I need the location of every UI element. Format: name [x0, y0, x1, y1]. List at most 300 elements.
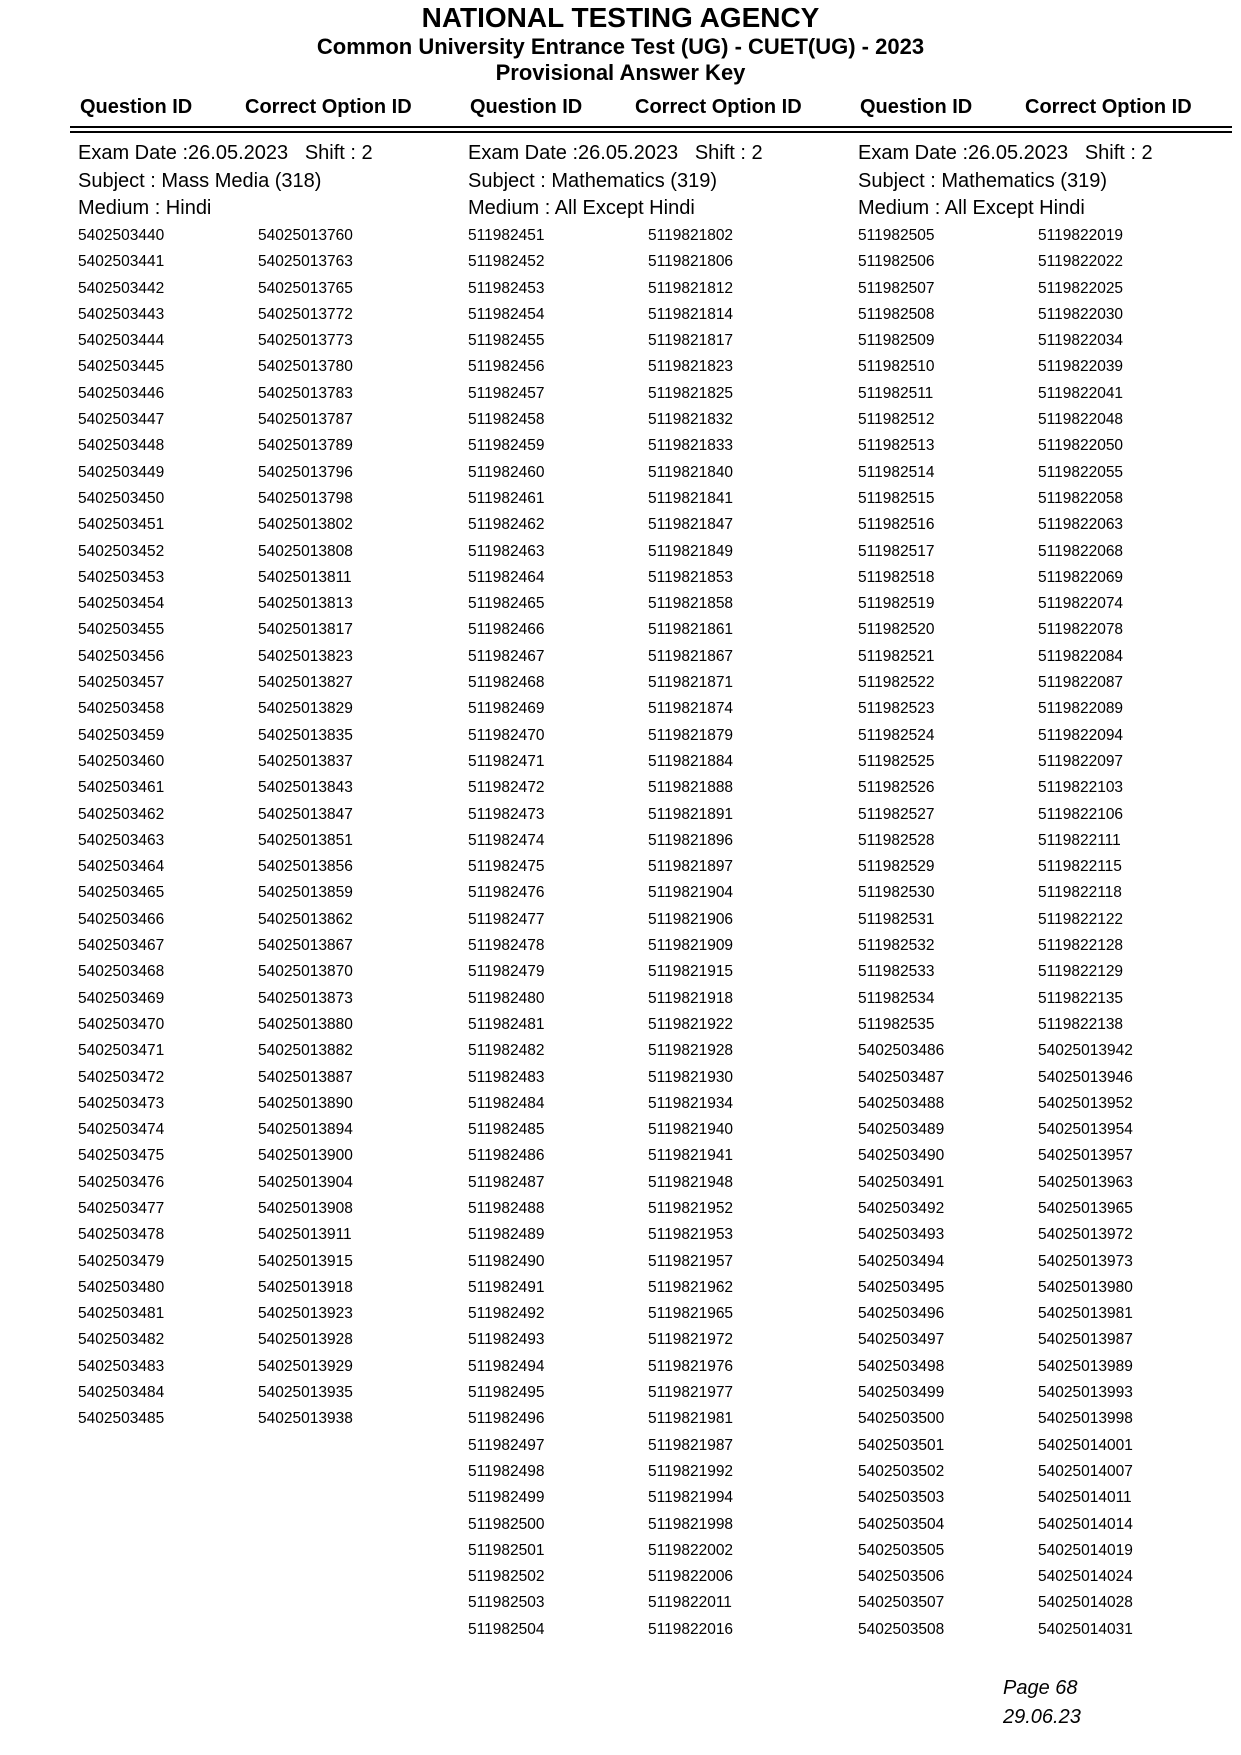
table-row	[468, 749, 858, 775]
question-id-cell: 511982476	[468, 884, 545, 902]
table-row	[858, 433, 1241, 459]
question-id-cell: 511982486	[468, 1147, 545, 1165]
question-id-cell: 511982529	[858, 858, 935, 876]
table-row	[858, 1327, 1241, 1353]
question-id-cell: 511982523	[858, 700, 935, 718]
subject: Subject : Mathematics (319)	[858, 169, 1107, 192]
table-row	[858, 1012, 1241, 1038]
correct-option-id-cell: 5119821861	[648, 621, 734, 639]
table-row	[78, 696, 468, 722]
question-id-cell: 5402503483	[78, 1357, 165, 1375]
question-id-cell: 5402503495	[858, 1278, 945, 1296]
table-row	[468, 644, 858, 670]
question-id-header: Question ID	[470, 96, 583, 118]
table-row	[78, 1038, 468, 1064]
table-row	[858, 802, 1241, 828]
question-id-cell: 511982516	[858, 516, 935, 534]
section-info	[78, 140, 468, 223]
table-row	[468, 854, 858, 880]
correct-option-id-cell: 54025013980	[1038, 1278, 1133, 1296]
question-id-cell: 5402503477	[78, 1199, 165, 1217]
correct-option-id-cell: 5119821817	[648, 332, 734, 350]
question-id-cell: 5402503507	[858, 1594, 945, 1612]
correct-option-id-cell: 54025013823	[258, 647, 353, 665]
correct-option-id-cell: 54025013817	[258, 621, 353, 639]
correct-option-id-cell: 54025014028	[1038, 1594, 1133, 1612]
correct-option-id-cell: 54025013835	[258, 726, 353, 744]
correct-option-id-cell: 5119821953	[648, 1226, 734, 1244]
question-id-cell: 511982526	[858, 779, 935, 797]
question-id-cell: 5402503481	[78, 1305, 165, 1323]
correct-option-id-cell: 54025013765	[258, 279, 353, 297]
answer-rows	[858, 223, 1241, 1643]
correct-option-id-cell: 5119822030	[1038, 305, 1124, 323]
table-row	[468, 1354, 858, 1380]
correct-option-id-cell: 5119822039	[1038, 358, 1124, 376]
table-row	[858, 1512, 1241, 1538]
table-row	[468, 460, 858, 486]
table-row	[78, 1170, 468, 1196]
question-id-cell: 511982471	[468, 752, 545, 770]
table-row	[78, 407, 468, 433]
question-id-cell: 5402503463	[78, 831, 165, 849]
question-id-cell: 5402503441	[78, 253, 165, 271]
table-row	[468, 1380, 858, 1406]
correct-option-id-cell: 54025013963	[1038, 1173, 1133, 1191]
question-id-cell: 511982458	[468, 411, 545, 429]
correct-option-id-cell: 5119822050	[1038, 437, 1124, 455]
document-header	[0, 2, 1241, 86]
correct-option-id-cell: 5119822019	[1038, 227, 1124, 244]
exam-date: Exam Date :26.05.2023	[78, 142, 289, 164]
table-row	[858, 1564, 1241, 1590]
correct-option-id-cell: 5119821858	[648, 595, 734, 613]
table-row	[78, 854, 468, 880]
question-id-cell: 511982511	[858, 384, 934, 402]
table-row	[858, 1065, 1241, 1091]
correct-option-id-cell: 5119822074	[1038, 595, 1124, 613]
question-id-cell: 511982461	[468, 489, 545, 507]
table-row	[468, 959, 858, 985]
table-row	[468, 354, 858, 380]
correct-option-id-cell: 5119822106	[1038, 805, 1124, 823]
section-info	[468, 140, 858, 223]
correct-option-id-cell: 5119822094	[1038, 726, 1124, 744]
question-id-cell: 5402503491	[858, 1173, 945, 1191]
question-id-cell: 511982514	[858, 463, 935, 481]
question-id-cell: 5402503440	[78, 227, 165, 244]
table-row	[468, 433, 858, 459]
question-id-cell: 5402503450	[78, 489, 165, 507]
table-row	[78, 591, 468, 617]
question-id-cell: 5402503465	[78, 884, 165, 902]
table-row	[468, 696, 858, 722]
correct-option-id-header: Correct Option ID	[1025, 96, 1192, 118]
answer-rows	[468, 223, 858, 1643]
question-id-cell: 5402503443	[78, 305, 165, 323]
correct-option-id-cell: 5119821965	[648, 1305, 734, 1323]
correct-option-id-cell: 54025013938	[258, 1410, 353, 1428]
question-id-cell: 511982492	[468, 1305, 545, 1323]
correct-option-id-cell: 5119821891	[648, 805, 734, 823]
correct-option-id-cell: 5119821847	[648, 516, 734, 534]
table-row	[858, 854, 1241, 880]
question-id-cell: 5402503479	[78, 1252, 165, 1270]
correct-option-id-cell: 54025013798	[258, 489, 353, 507]
table-row	[468, 591, 858, 617]
table-row	[468, 302, 858, 328]
correct-option-id-cell: 5119821879	[648, 726, 734, 744]
question-id-cell: 5402503451	[78, 516, 165, 534]
table-row	[858, 1380, 1241, 1406]
table-row	[858, 1301, 1241, 1327]
correct-option-id-cell: 5119821922	[648, 1015, 734, 1033]
table-row	[468, 1459, 858, 1485]
table-row	[78, 1196, 468, 1222]
question-id-cell: 5402503503	[858, 1489, 945, 1507]
correct-option-id-header: Correct Option ID	[245, 96, 412, 118]
correct-option-id-cell: 5119822087	[1038, 674, 1124, 692]
correct-option-id-cell: 5119821888	[648, 779, 734, 797]
correct-option-id-cell: 54025014014	[1038, 1515, 1133, 1533]
table-row	[858, 354, 1241, 380]
question-id-cell: 511982504	[468, 1620, 545, 1638]
correct-option-id-cell: 54025013989	[1038, 1357, 1133, 1375]
question-id-cell: 5402503504	[858, 1515, 945, 1533]
question-id-cell: 511982503	[468, 1594, 545, 1612]
table-row	[858, 1275, 1241, 1301]
question-id-cell: 511982522	[858, 674, 935, 692]
table-row	[78, 328, 468, 354]
table-row	[468, 880, 858, 906]
correct-option-id-cell: 5119822128	[1038, 937, 1124, 955]
question-id-cell: 5402503466	[78, 910, 165, 928]
table-row	[78, 486, 468, 512]
table-row	[468, 1590, 858, 1616]
correct-option-id-cell: 54025013772	[258, 305, 353, 323]
question-id-cell: 5402503472	[78, 1068, 165, 1086]
correct-option-id-cell: 54025013908	[258, 1199, 353, 1217]
correct-option-id-cell: 5119822135	[1038, 989, 1124, 1007]
table-row	[858, 1433, 1241, 1459]
question-id-cell: 511982495	[468, 1384, 545, 1402]
question-id-cell: 5402503471	[78, 1042, 165, 1060]
question-id-cell: 5402503484	[78, 1384, 165, 1402]
correct-option-id-cell: 5119821962	[648, 1278, 734, 1296]
question-id-cell: 5402503478	[78, 1226, 165, 1244]
correct-option-id-cell: 5119821904	[648, 884, 734, 902]
table-row	[858, 1091, 1241, 1117]
table-row	[858, 486, 1241, 512]
table-row	[858, 1222, 1241, 1248]
correct-option-id-cell: 5119822055	[1038, 463, 1124, 481]
table-row	[468, 276, 858, 302]
question-id-cell: 511982508	[858, 305, 935, 323]
question-id-cell: 5402503460	[78, 752, 165, 770]
question-id-cell: 5402503508	[858, 1620, 945, 1638]
print-date: 29.06.23	[1003, 1706, 1081, 1728]
shift: Shift : 2	[1084, 142, 1153, 164]
correct-option-id-cell: 54025013972	[1038, 1226, 1133, 1244]
question-id-cell: 511982484	[468, 1094, 545, 1112]
subject: Subject : Mass Media (318)	[78, 169, 322, 192]
table-row	[78, 1380, 468, 1406]
correct-option-id-cell: 54025013957	[1038, 1147, 1133, 1165]
correct-option-id-cell: 5119822084	[1038, 647, 1124, 665]
correct-option-id-cell: 5119821998	[648, 1515, 734, 1533]
correct-option-id-cell: 5119821867	[648, 647, 734, 665]
table-row	[468, 828, 858, 854]
table-row	[468, 1538, 858, 1564]
correct-option-id-cell: 54025013763	[258, 253, 353, 271]
table-row	[468, 328, 858, 354]
table-row	[468, 1117, 858, 1143]
correct-option-id-cell: 5119822068	[1038, 542, 1124, 560]
table-row	[858, 1170, 1241, 1196]
question-id-cell: 5402503476	[78, 1173, 165, 1191]
table-row	[858, 565, 1241, 591]
table-row	[468, 1249, 858, 1275]
correct-option-id-cell: 54025013929	[258, 1357, 353, 1375]
correct-option-id-cell: 5119821833	[648, 437, 734, 455]
question-id-cell: 511982465	[468, 595, 545, 613]
answer-section	[468, 140, 858, 1643]
question-id-cell: 5402503445	[78, 358, 165, 376]
table-row	[78, 933, 468, 959]
correct-option-id-cell: 54025013856	[258, 858, 353, 876]
question-id-cell: 5402503474	[78, 1121, 165, 1139]
correct-option-id-cell: 54025013783	[258, 384, 353, 402]
question-id-cell: 511982455	[468, 332, 545, 350]
question-id-cell: 5402503446	[78, 384, 165, 402]
question-id-cell: 5402503496	[858, 1305, 945, 1323]
correct-option-id-cell: 54025013911	[258, 1226, 352, 1244]
table-row	[858, 1617, 1241, 1643]
table-row	[858, 302, 1241, 328]
question-id-cell: 5402503486	[858, 1042, 945, 1060]
question-id-cell: 511982519	[858, 595, 935, 613]
table-row	[468, 1301, 858, 1327]
table-row	[858, 670, 1241, 696]
question-id-cell: 5402503469	[78, 989, 165, 1007]
exam-date: Exam Date :26.05.2023	[468, 142, 679, 164]
question-id-cell: 5402503480	[78, 1278, 165, 1296]
table-row	[78, 1117, 468, 1143]
correct-option-id-cell: 5119822111	[1038, 831, 1121, 849]
table-row	[858, 1196, 1241, 1222]
question-id-cell: 511982469	[468, 700, 545, 718]
question-id-cell: 511982451	[468, 227, 545, 244]
question-id-cell: 5402503457	[78, 674, 165, 692]
correct-option-id-cell: 5119822048	[1038, 411, 1124, 429]
question-id-cell: 5402503494	[858, 1252, 945, 1270]
correct-option-id-cell: 54025013915	[258, 1252, 353, 1270]
question-id-cell: 5402503464	[78, 858, 165, 876]
question-id-cell: 511982525	[858, 752, 935, 770]
question-id-cell: 5402503505	[858, 1541, 945, 1559]
question-id-cell: 511982513	[858, 437, 935, 455]
question-id-cell: 5402503467	[78, 937, 165, 955]
question-id-cell: 511982490	[468, 1252, 545, 1270]
question-id-cell: 511982470	[468, 726, 545, 744]
correct-option-id-cell: 5119821940	[648, 1121, 734, 1139]
question-id-header: Question ID	[80, 96, 193, 118]
correct-option-id-header: Correct Option ID	[635, 96, 802, 118]
exam-subtitle: Common University Entrance Test (UG) - CUET(UG) - 2023	[316, 34, 925, 59]
question-id-cell: 511982507	[858, 279, 935, 297]
question-id-cell: 511982515	[858, 489, 935, 507]
table-row	[78, 802, 468, 828]
table-row	[858, 276, 1241, 302]
question-id-cell: 5402503475	[78, 1147, 165, 1165]
correct-option-id-cell: 5119821918	[648, 989, 734, 1007]
question-id-cell: 5402503468	[78, 963, 165, 981]
correct-option-id-cell: 54025013862	[258, 910, 353, 928]
question-id-cell: 511982501	[468, 1541, 545, 1559]
agency-title: NATIONAL TESTING AGENCY	[421, 2, 820, 33]
correct-option-id-cell: 54025013829	[258, 700, 353, 718]
correct-option-id-cell: 5119822118	[1038, 884, 1122, 902]
table-row	[78, 907, 468, 933]
correct-option-id-cell: 5119821928	[648, 1042, 734, 1060]
table-row	[858, 328, 1241, 354]
table-row	[858, 512, 1241, 538]
correct-option-id-cell: 5119821871	[648, 674, 734, 692]
question-id-cell: 511982512	[858, 411, 935, 429]
question-id-cell: 5402503470	[78, 1015, 165, 1033]
correct-option-id-cell: 54025013760	[258, 227, 353, 244]
question-id-cell: 5402503458	[78, 700, 165, 718]
table-row	[858, 644, 1241, 670]
table-row	[78, 539, 468, 565]
correct-option-id-cell: 54025013789	[258, 437, 353, 455]
table-row	[468, 802, 858, 828]
correct-option-id-cell: 5119821825	[648, 384, 734, 402]
correct-option-id-cell: 5119822016	[648, 1620, 734, 1638]
table-row	[78, 512, 468, 538]
table-row	[78, 828, 468, 854]
correct-option-id-cell: 54025013870	[258, 963, 353, 981]
correct-option-id-cell: 5119822089	[1038, 700, 1124, 718]
table-row	[468, 223, 858, 249]
shift: Shift : 2	[304, 142, 373, 164]
question-id-cell: 511982497	[468, 1436, 545, 1454]
question-id-cell: 511982482	[468, 1042, 545, 1060]
correct-option-id-cell: 54025013987	[1038, 1331, 1133, 1349]
section-info	[858, 140, 1241, 223]
question-id-cell: 511982463	[468, 542, 545, 560]
correct-option-id-cell: 5119822138	[1038, 1015, 1124, 1033]
correct-option-id-cell: 5119821987	[648, 1436, 734, 1454]
table-row	[858, 1143, 1241, 1169]
question-id-header: Question ID	[860, 96, 973, 118]
question-id-cell: 511982489	[468, 1226, 545, 1244]
correct-option-id-cell: 5119822025	[1038, 279, 1124, 297]
question-id-cell: 511982534	[858, 989, 935, 1007]
correct-option-id-cell: 5119822002	[648, 1541, 734, 1559]
question-id-cell: 511982479	[468, 963, 545, 981]
question-id-cell: 511982466	[468, 621, 545, 639]
table-row	[858, 1459, 1241, 1485]
exam-date: Exam Date :26.05.2023	[858, 142, 1069, 164]
table-row	[858, 880, 1241, 906]
table-row	[468, 723, 858, 749]
question-id-cell: 5402503447	[78, 411, 165, 429]
question-id-cell: 5402503482	[78, 1331, 165, 1349]
correct-option-id-cell: 5119821981	[648, 1410, 734, 1428]
correct-option-id-cell: 5119821832	[648, 411, 734, 429]
table-row	[78, 986, 468, 1012]
table-row	[78, 880, 468, 906]
correct-option-id-cell: 5119821952	[648, 1199, 734, 1217]
table-row	[858, 1249, 1241, 1275]
table-row	[468, 486, 858, 512]
correct-option-id-cell: 54025013837	[258, 752, 353, 770]
correct-option-id-cell: 5119821977	[648, 1384, 734, 1402]
question-id-cell: 5402503490	[858, 1147, 945, 1165]
table-row	[78, 1143, 468, 1169]
table-row	[468, 1091, 858, 1117]
correct-option-id-cell: 5119821972	[648, 1331, 734, 1349]
question-id-cell: 511982491	[468, 1278, 545, 1296]
table-row	[858, 223, 1241, 249]
correct-option-id-cell: 5119821806	[648, 253, 734, 271]
correct-option-id-cell: 5119821906	[648, 910, 734, 928]
table-row	[468, 907, 858, 933]
correct-option-id-cell: 5119821814	[648, 305, 734, 323]
table-row	[468, 617, 858, 643]
table-row	[468, 775, 858, 801]
correct-option-id-cell: 54025013808	[258, 542, 353, 560]
correct-option-id-cell: 5119821802	[648, 227, 734, 244]
table-row	[858, 1354, 1241, 1380]
correct-option-id-cell: 5119822115	[1038, 858, 1122, 876]
question-id-cell: 5402503448	[78, 437, 165, 455]
table-row	[468, 249, 858, 275]
correct-option-id-cell: 5119821915	[648, 963, 734, 981]
correct-option-id-cell: 54025013952	[1038, 1094, 1133, 1112]
header-rule	[70, 126, 1232, 128]
correct-option-id-cell: 54025013859	[258, 884, 353, 902]
table-row	[858, 1406, 1241, 1432]
correct-option-id-cell: 54025013882	[258, 1042, 353, 1060]
question-id-cell: 5402503454	[78, 595, 165, 613]
question-id-cell: 511982524	[858, 726, 935, 744]
table-row	[78, 276, 468, 302]
table-row	[468, 1406, 858, 1432]
answer-section	[78, 140, 468, 1433]
correct-option-id-cell: 5119821840	[648, 463, 734, 481]
question-id-cell: 511982506	[858, 253, 935, 271]
question-id-cell: 511982509	[858, 332, 935, 350]
table-row	[858, 907, 1241, 933]
correct-option-id-cell: 5119822058	[1038, 489, 1124, 507]
correct-option-id-cell: 54025013900	[258, 1147, 353, 1165]
table-row	[468, 670, 858, 696]
table-row	[78, 723, 468, 749]
table-row	[78, 460, 468, 486]
document-type: Provisional Answer Key	[495, 60, 746, 85]
correct-option-id-cell: 54025013796	[258, 463, 353, 481]
question-id-cell: 5402503453	[78, 568, 165, 586]
table-row	[858, 460, 1241, 486]
question-id-cell: 511982478	[468, 937, 545, 955]
correct-option-id-cell: 54025013904	[258, 1173, 353, 1191]
question-id-cell: 511982494	[468, 1357, 545, 1375]
table-row	[858, 539, 1241, 565]
table-row	[468, 1275, 858, 1301]
correct-option-id-cell: 54025013811	[258, 568, 352, 586]
